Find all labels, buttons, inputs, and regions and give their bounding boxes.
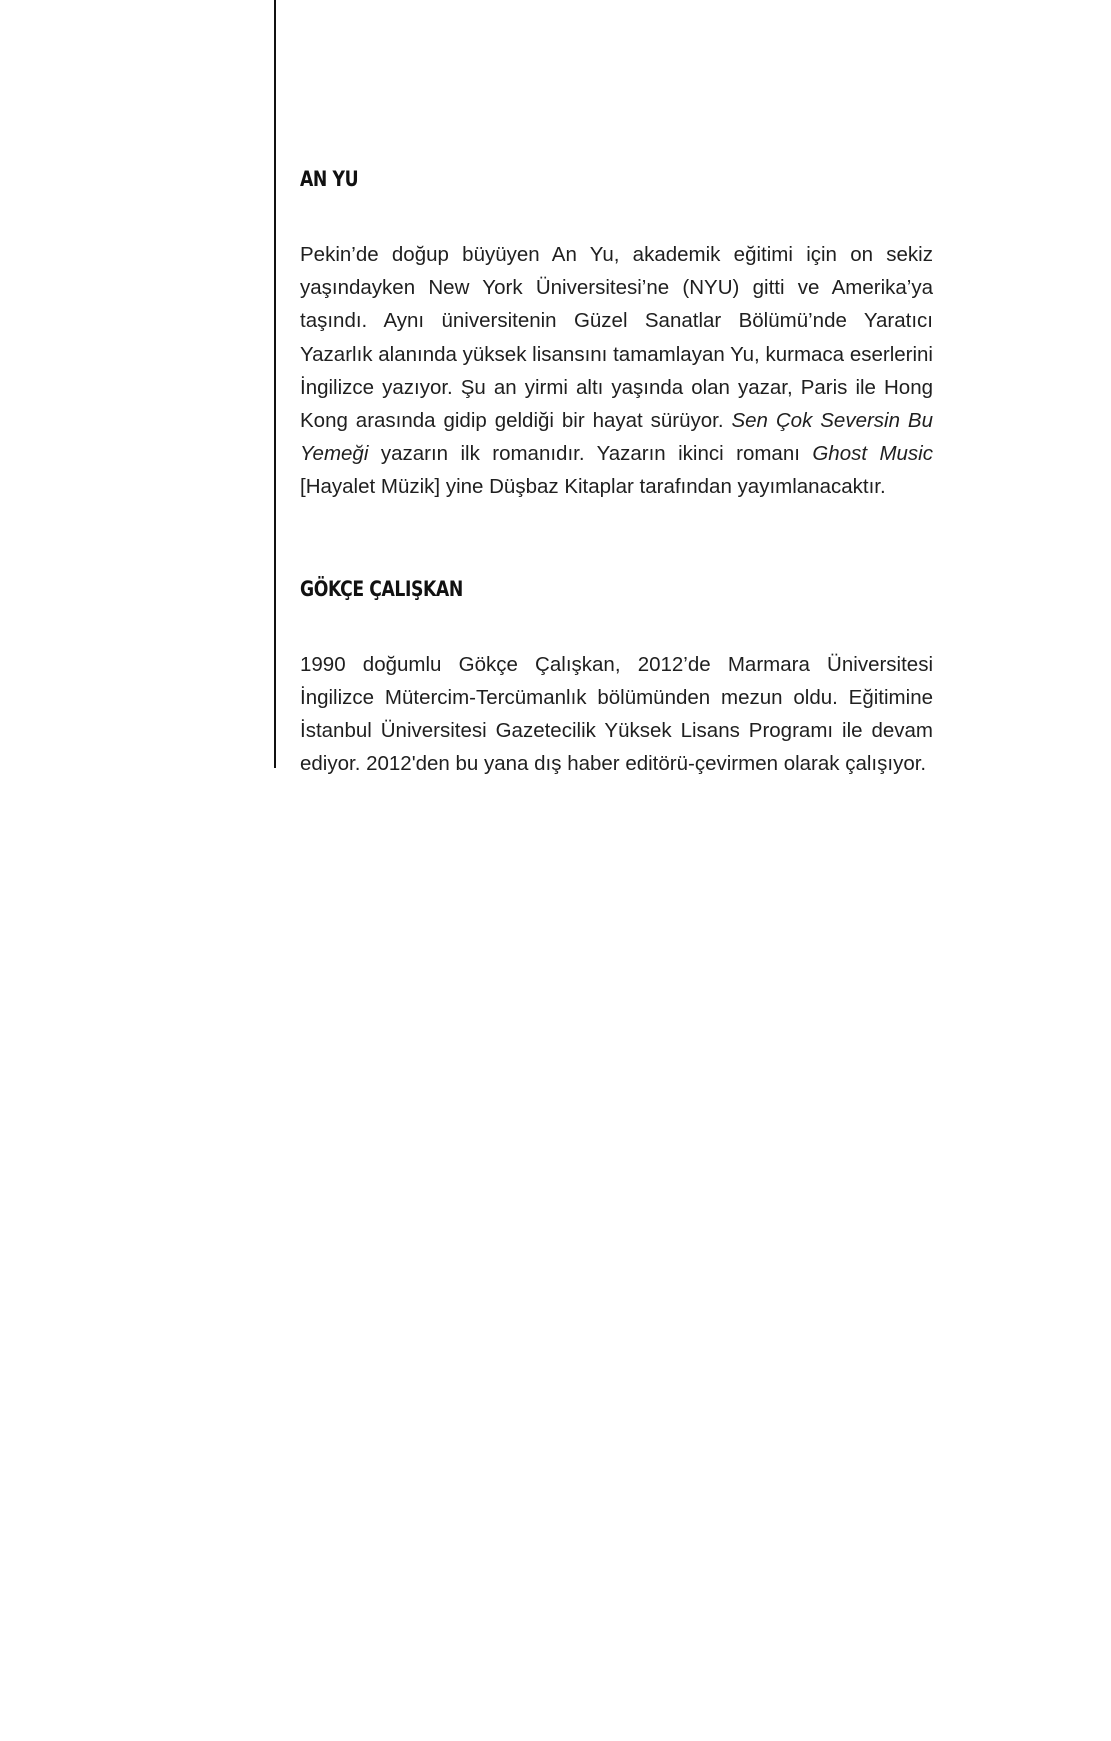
author-bio-text <box>300 238 933 504</box>
book-title: Sen Çok Seversin Bu Yemeği <box>300 409 933 466</box>
book-title: Ghost Music <box>812 442 933 466</box>
author-bios <box>300 160 933 780</box>
bio-text-part: Pekin’de doğup büyüyen An Yu, akademik eğitimi için on sekiz yaşındayken New York Üniversitesi’ne (NYU) gitti ve Amerika’ya taşındı. Aynı üniversitenin Güzel Sanatlar Bölümü’nde Yaratıcı Yazarlık alanında yüksek lisansını tamamlayan Yu, kurmaca eserlerini İngilizce yazıyor. Şu an yirmi altı yaşında olan yazar, Paris ile Hong Kong arasında gidip geldiği bir hayat sürüyor. <box>300 243 933 433</box>
translator-bio-text: 1990 doğumlu Gökçe Çalışkan, 2012’de Marmara Üniversitesi İngilizce Mütercim-Tercümanlık bölümünden mezun oldu. Eğitimine İstanbul Üniversitesi Gazetecilik Yüksek Lisans Programı ile devam ediyor. 2012'den bu yana dış haber editörü-çevirmen olarak çalışıyor. <box>300 652 933 776</box>
translator-heading: GÖKÇE ÇALIŞKAN <box>300 576 463 601</box>
translator-bio-gokce-caliskan <box>300 570 933 781</box>
author-bio-an-yu <box>300 160 933 504</box>
author-heading: AN YU <box>300 167 359 191</box>
bio-text-part: [Hayalet Müzik] yine Düşbaz Kitaplar tarafından yayımlanacaktır. <box>300 475 886 499</box>
vertical-rule <box>274 0 276 768</box>
bio-text-part: yazarın ilk romanıdır. Yazarın ikinci romanı <box>368 442 813 466</box>
